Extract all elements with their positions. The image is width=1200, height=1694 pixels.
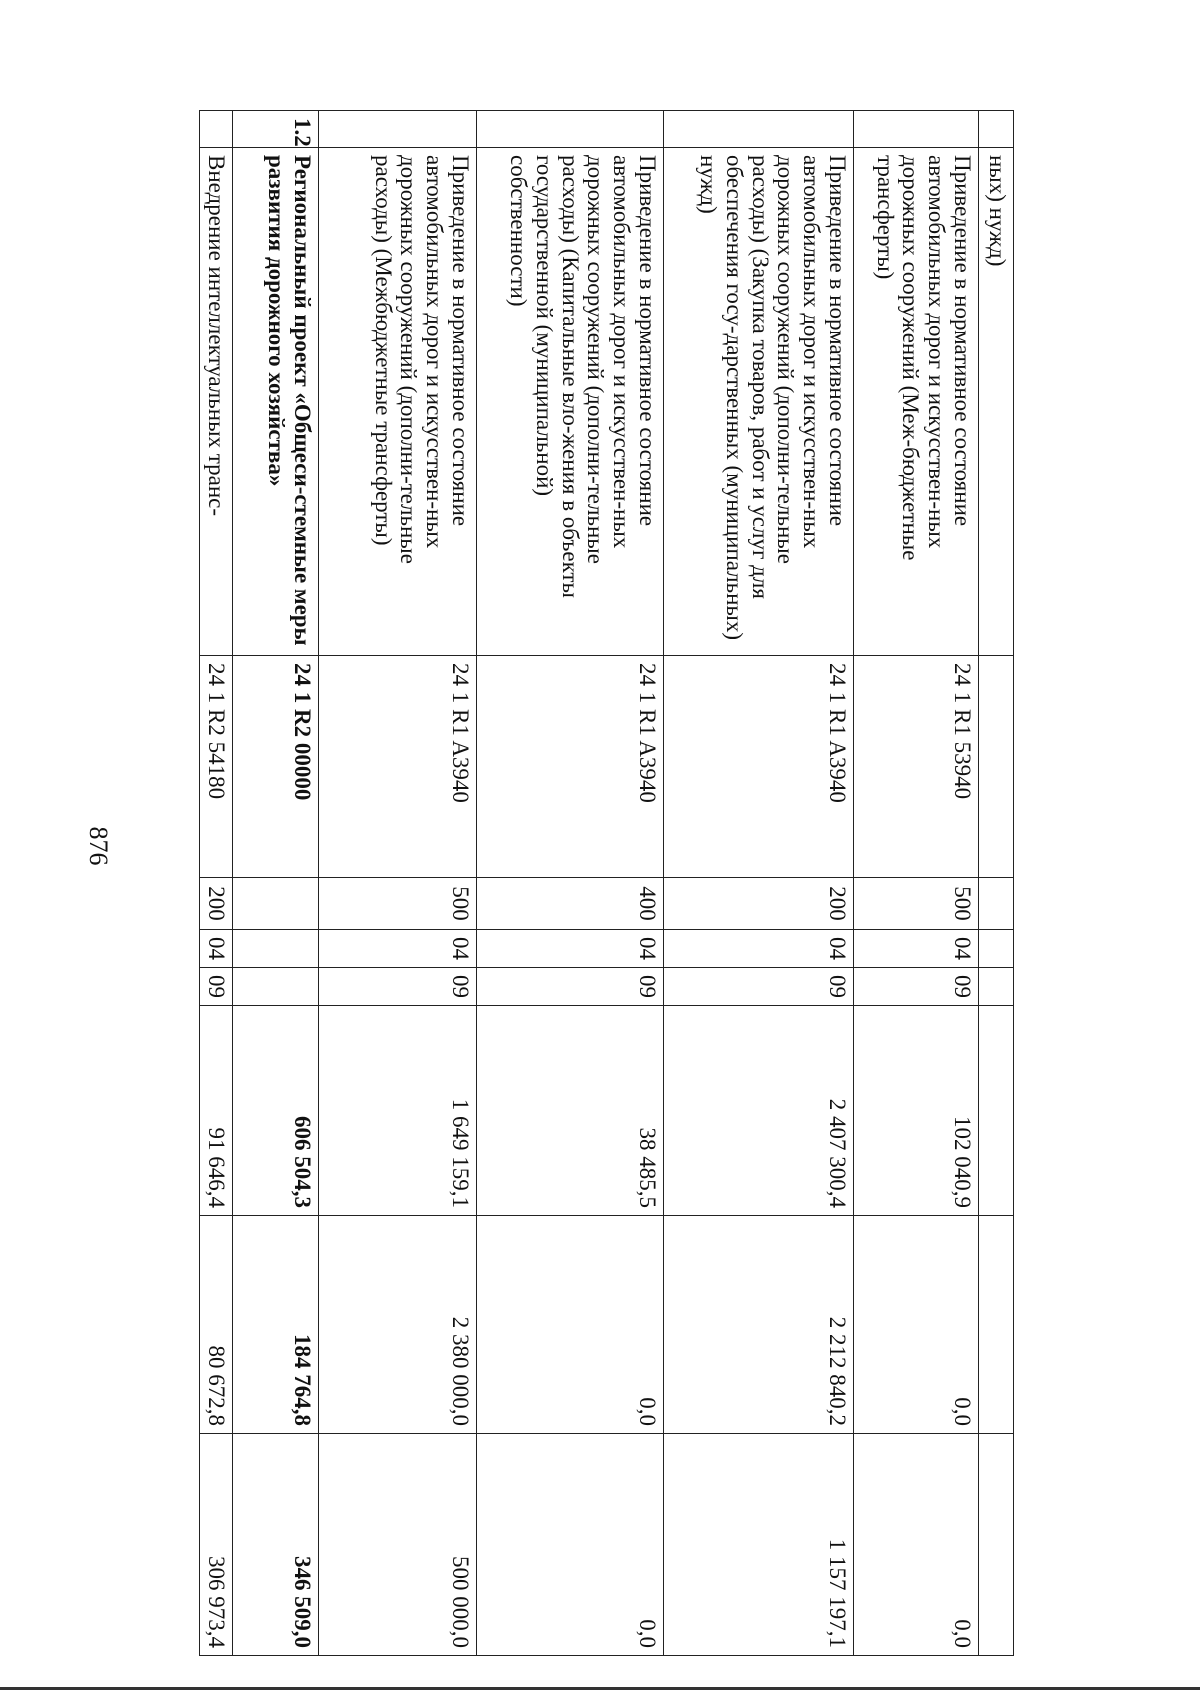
amount-year-3-cell: 0,0 (477, 1434, 664, 1656)
expense-type-code-cell: 500 (319, 878, 477, 930)
amount-year-3-cell: 306 973,4 (200, 1434, 233, 1656)
budget-table-container (204, 110, 1014, 1655)
section-code-cell: 04 (319, 930, 477, 968)
page-number: 876 (84, 826, 113, 866)
expense-type-code-cell: 200 (664, 878, 854, 930)
target-article-code-cell: 24 1 R1 A3940 (664, 656, 854, 878)
section-code-cell: 04 (477, 930, 664, 968)
subsection-code-cell (233, 968, 319, 1006)
amount-year-3-cell: 500 000,0 (319, 1434, 477, 1656)
amount-year-1-cell: 102 040,9 (854, 1006, 979, 1216)
budget-table (199, 110, 1014, 1656)
target-article-code-cell (979, 656, 1014, 878)
section-code-cell: 04 (854, 930, 979, 968)
amount-year-1-cell: 606 504,3 (233, 1006, 319, 1216)
item-name-cell: Приведение в нормативное состояние автомобильных дорог и искусствен-ных дорожных сооружений (дополни-тельные расходы) (Закупка товаров, работ и услуг для обеспечения госу-дарственных (муниципальных) нужд) (664, 148, 854, 656)
row-number-cell (854, 111, 979, 148)
item-name-cell: Приведение в нормативное состояние автомобильных дорог и искусствен-ных дорожных сооружений (дополни-тельные расходы) (Капитальные вло-жения в объекты государственной (муниципальной) собственности) (477, 148, 664, 656)
subsection-code-cell (979, 968, 1014, 1006)
table-row (233, 111, 319, 1656)
amount-year-2-cell: 184 764,8 (233, 1216, 319, 1434)
table-row (200, 111, 233, 1656)
amount-year-2-cell (979, 1216, 1014, 1434)
subsection-code-cell: 09 (664, 968, 854, 1006)
row-number-cell (200, 111, 233, 148)
amount-year-1-cell: 1 649 159,1 (319, 1006, 477, 1216)
table-row (979, 111, 1014, 1656)
section-code-cell (233, 930, 319, 968)
table-row (319, 111, 477, 1656)
subsection-code-cell: 09 (477, 968, 664, 1006)
section-code-cell: 04 (664, 930, 854, 968)
amount-year-1-cell: 91 646,4 (200, 1006, 233, 1216)
amount-year-1-cell: 38 485,5 (477, 1006, 664, 1216)
row-number-cell (477, 111, 664, 148)
table-row (664, 111, 854, 1656)
table-row (854, 111, 979, 1656)
subsection-code-cell: 09 (319, 968, 477, 1006)
row-number-cell (319, 111, 477, 148)
item-name-cell: Региональный проект «Общеси-стемные меры развития дорожного хозяйства» (233, 148, 319, 656)
amount-year-2-cell: 80 672,8 (200, 1216, 233, 1434)
section-code-cell (979, 930, 1014, 968)
target-article-code-cell: 24 1 R2 00000 (233, 656, 319, 878)
row-number-cell: 1.2 (233, 111, 319, 148)
amount-year-1-cell (979, 1006, 1014, 1216)
amount-year-2-cell: 2 380 000,0 (319, 1216, 477, 1434)
expense-type-code-cell (233, 878, 319, 930)
row-number-cell (979, 111, 1014, 148)
item-name-cell: ных) нужд) (979, 148, 1014, 656)
expense-type-code-cell (979, 878, 1014, 930)
amount-year-2-cell: 0,0 (477, 1216, 664, 1434)
amount-year-3-cell: 0,0 (854, 1434, 979, 1656)
item-name-cell: Приведение в нормативное состояние автомобильных дорог и искусствен-ных дорожных сооружений (дополни-тельные расходы) (Межбюджетные трансферты) (319, 148, 477, 656)
page-bottom-rule (0, 1687, 1200, 1690)
table-row (477, 111, 664, 1656)
expense-type-code-cell: 400 (477, 878, 664, 930)
amount-year-3-cell (979, 1434, 1014, 1656)
row-number-cell (664, 111, 854, 148)
amount-year-2-cell: 2 212 840,2 (664, 1216, 854, 1434)
target-article-code-cell: 24 1 R1 A3940 (319, 656, 477, 878)
subsection-code-cell: 09 (854, 968, 979, 1006)
item-name-cell: Приведение в нормативное состояние автомобильных дорог и искусствен-ных дорожных сооружений (Меж-бюджетные трансферты) (854, 148, 979, 656)
target-article-code-cell: 24 1 R1 A3940 (477, 656, 664, 878)
item-name-cell: Внедрение интеллектуальных транс- (200, 148, 233, 656)
section-code-cell: 04 (200, 930, 233, 968)
amount-year-3-cell: 1 157 197,1 (664, 1434, 854, 1656)
amount-year-2-cell: 0,0 (854, 1216, 979, 1434)
target-article-code-cell: 24 1 R2 54180 (200, 656, 233, 878)
target-article-code-cell: 24 1 R1 53940 (854, 656, 979, 878)
subsection-code-cell: 09 (200, 968, 233, 1006)
amount-year-3-cell: 346 509,0 (233, 1434, 319, 1656)
amount-year-1-cell: 2 407 300,4 (664, 1006, 854, 1216)
expense-type-code-cell: 200 (200, 878, 233, 930)
expense-type-code-cell: 500 (854, 878, 979, 930)
